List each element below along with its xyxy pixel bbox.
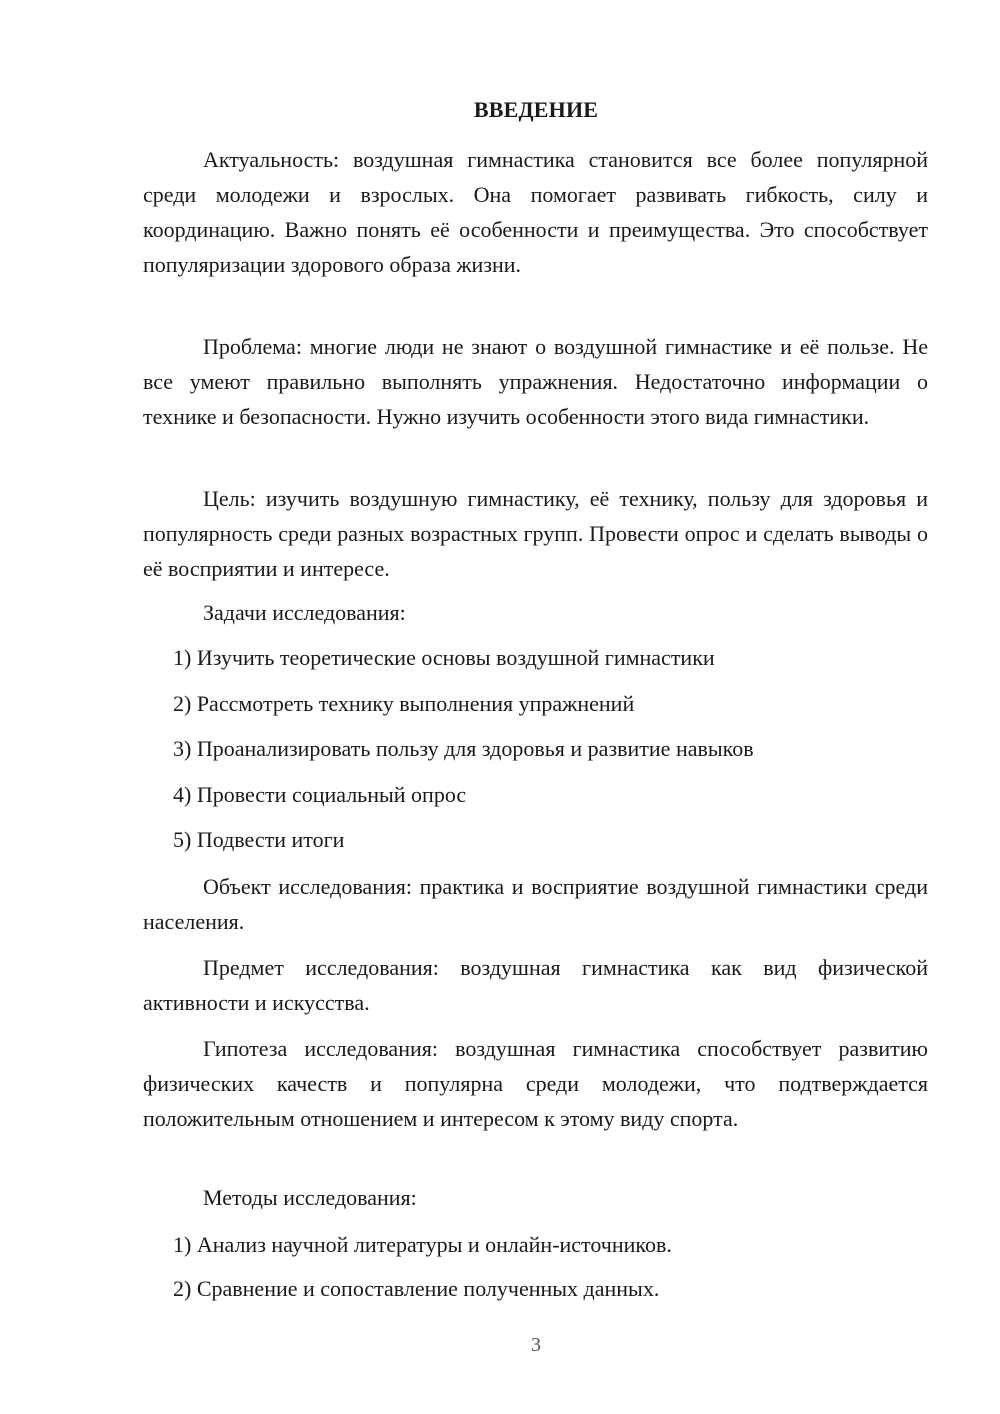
method-item: 1) Анализ научной литературы и онлайн-источников. <box>173 1232 672 1257</box>
task-item: 4) Провести социальный опрос <box>173 782 467 807</box>
page-title: ВВЕДЕНИЕ <box>473 97 599 122</box>
methods-label: Методы исследования: <box>203 1185 417 1210</box>
subject-paragraph: Предмет исследования: воздушная гимнастика как вид физической активности и искусства. <box>143 955 928 1015</box>
tasks-label: Задачи исследования: <box>203 600 406 625</box>
task-item: 3) Проанализировать пользу для здоровья и развитие навыков <box>173 736 754 761</box>
method-item: 2) Сравнение и сопоставление полученных данных. <box>173 1276 660 1301</box>
object-paragraph: Объект исследования: практика и восприятие воздушной гимнастики среди населения. <box>143 874 928 934</box>
task-item: 2) Рассмотреть технику выполнения упражнений <box>173 691 635 716</box>
relevance-paragraph: Актуальность: воздушная гимнастика становится все более популярной среди молодежи и взрослых. Она помогает развивать гибкость, силу и координацию. Важно понять её особенности и преимущества. Это способствует популяризации здорового образа жизни. <box>143 147 928 277</box>
task-item: 1) Изучить теоретические основы воздушной гимнастики <box>173 645 715 670</box>
goal-paragraph: Цель: изучить воздушную гимнастику, её технику, пользу для здоровья и популярность среди разных возрастных групп. Провести опрос и сделать выводы о её восприятии и интересе. <box>143 486 928 581</box>
hypothesis-paragraph: Гипотеза исследования: воздушная гимнастика способствует развитию физических качеств и популярна среди молодежи, что подтверждается положительным отношением и интересом к этому виду спорта. <box>143 1036 928 1131</box>
problem-paragraph: Проблема: многие люди не знают о воздушной гимнастике и её пользе. Не все умеют правильно выполнять упражнения. Недостаточно информации о технике и безопасности. Нужно изучить особенности этого вида гимнастики. <box>143 334 928 429</box>
task-item: 5) Подвести итоги <box>173 827 345 852</box>
page-number: 3 <box>531 1334 541 1356</box>
